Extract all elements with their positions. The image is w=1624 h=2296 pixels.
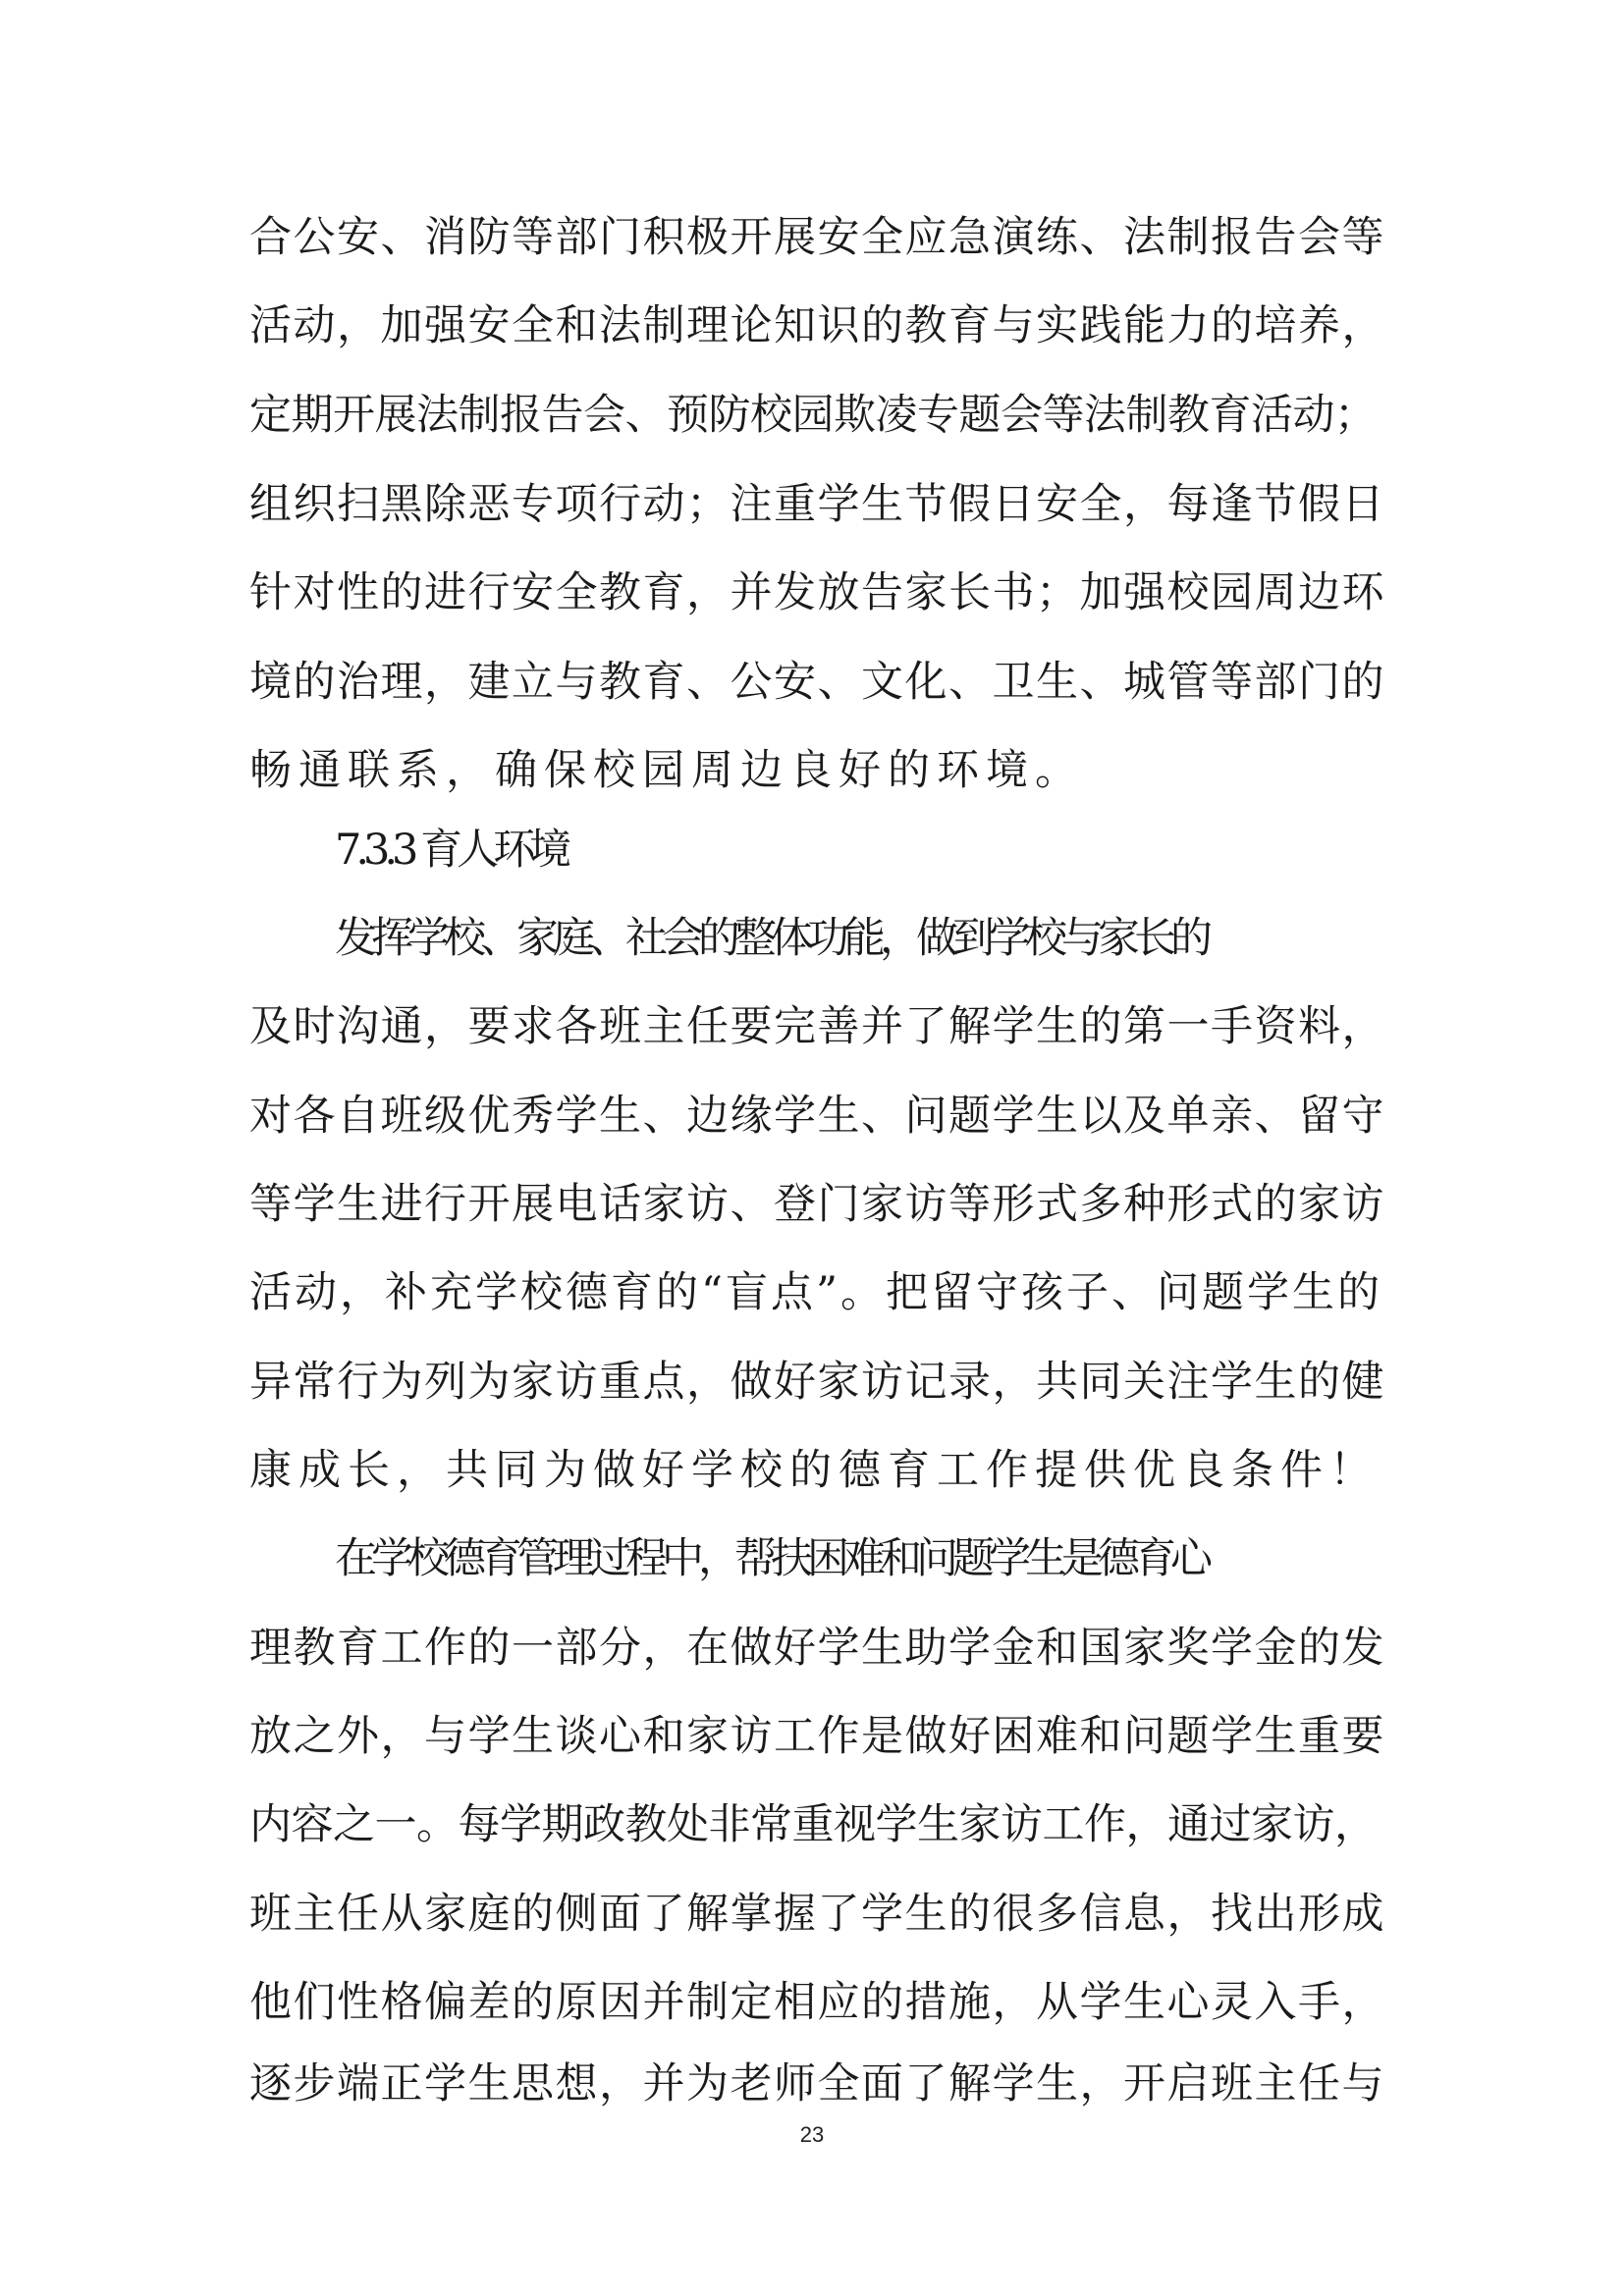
body-text-line: 活动，补充学校德育的“盲点”。把留守孩子、问题学生的 [249, 1268, 1382, 1317]
body-text-line: 逐步端正学生思想，并为老师全面了解学生，开启班主任与 [249, 2059, 1385, 2109]
body-text-line: 异常行为列为家访重点，做好家访记录，共同关注学生的健 [249, 1358, 1385, 1407]
body-text-line: 在学校德育管理过程中，帮扶困难和问题学生是德育心 [335, 1534, 1207, 1583]
body-text-line: 畅通联系，确保校园周边良好的环境。 [249, 746, 1084, 795]
body-text-line: 组织扫黑除恶专项行动；注重学生节假日安全，每逢节假日 [249, 480, 1385, 529]
body-text-line: 发挥学校、家庭、社会的整体功能，做到学校与家长的 [335, 914, 1207, 963]
body-text-line: 内容之一。每学期政教处非常重视学生家访工作，通过家访， [249, 1800, 1377, 1849]
body-text-line: 活动，加强安全和法制理论知识的教育与实践能力的培养， [249, 301, 1385, 350]
body-text-line: 理教育工作的一部分，在做好学生助学金和国家奖学金的发 [249, 1624, 1385, 1673]
body-text-line: 境的治理，建立与教育、公安、文化、卫生、城管等部门的 [249, 658, 1385, 707]
body-text-line: 及时沟通，要求各班主任要完善并了解学生的第一手资料， [249, 1002, 1385, 1051]
body-text-line: 合公安、消防等部门积极开展安全应急演练、法制报告会等 [249, 213, 1385, 262]
body-text-line: 对各自班级优秀学生、边缘学生、问题学生以及单亲、留守 [249, 1092, 1385, 1141]
body-text-line: 他们性格偏差的原因并制定相应的措施，从学生心灵入手， [249, 1978, 1385, 2027]
body-text-line: 针对性的进行安全教育，并发放告家长书；加强校园周边环 [249, 568, 1385, 617]
body-text-line: 班主任从家庭的侧面了解掌握了学生的很多信息，找出形成 [249, 1890, 1385, 1939]
body-text-line: 定期开展法制报告会、预防校园欺凌专题会等法制教育活动； [249, 391, 1377, 440]
page-number: 23 [799, 2122, 825, 2147]
body-text-line: 等学生进行开展电话家访、登门家访等形式多种形式的家访 [249, 1180, 1385, 1229]
body-text-line: 放之外，与学生谈心和家访工作是做好困难和问题学生重要 [249, 1712, 1385, 1761]
section-heading: 7.3.3 育人环境 [335, 826, 567, 875]
body-text-line: 康成长，共同为做好学校的德育工作提供优良条件！ [249, 1446, 1379, 1495]
